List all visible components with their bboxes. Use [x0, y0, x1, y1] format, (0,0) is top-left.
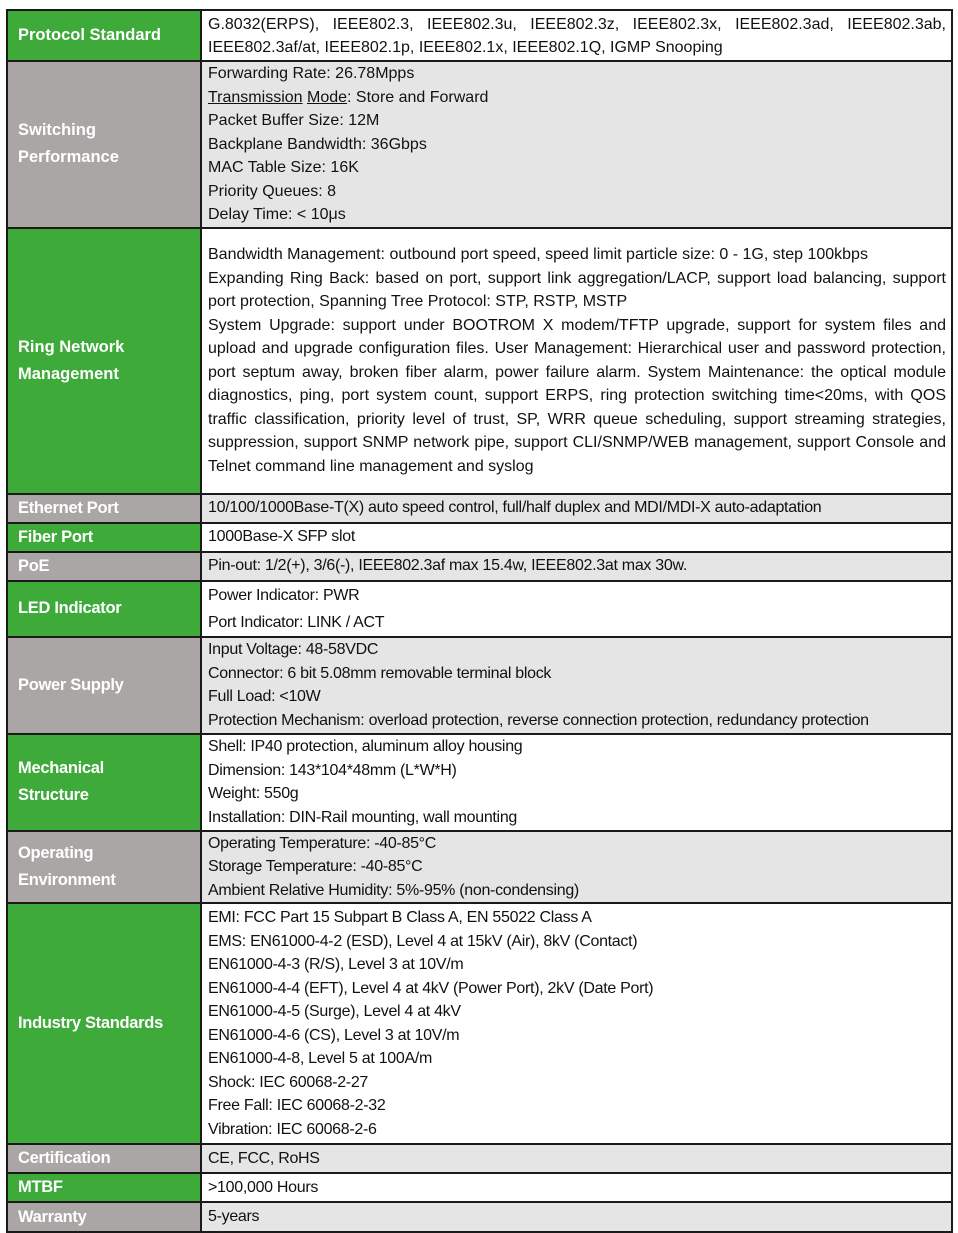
spec-row-fiber-port	[7, 523, 952, 552]
value-en61000-4-5: EN61000-4-5 (Surge), Level 4 at 4kV	[208, 1003, 461, 1020]
row-label	[7, 494, 201, 523]
row-label	[7, 552, 201, 581]
value-protocol-standard: G.8032(ERPS), IEEE802.3, IEEE802.3u, IEEE802.3z, IEEE802.3x, IEEE802.3ad, IEEE802.3ab, IEEE802.3af/at, IEEE802.1p, IEEE802.1x, IEEE802.1Q, IGMP Snooping	[208, 15, 946, 56]
label-warranty: Warranty	[18, 1207, 87, 1226]
label-performance: Performance	[18, 148, 119, 167]
row-value	[201, 903, 952, 1144]
value-en61000-4-3: EN61000-4-3 (R/S), Level 3 at 10V/m	[208, 956, 464, 973]
row-label	[7, 10, 201, 61]
row-label	[7, 581, 201, 637]
value-delay-time: Delay Time: < 10μs	[208, 206, 346, 223]
value-expanding-ring-back: Expanding Ring Back: based on port, support link aggregation/LACP, support load balancing, support port protection, Spanning Tree Protocol: STP, RSTP, MSTP	[208, 269, 946, 310]
spec-row-mtbf	[7, 1173, 952, 1202]
value-input-voltage: Input Voltage: 48-58VDC	[208, 641, 379, 658]
spec-row-ethernet-port	[7, 494, 952, 523]
value-fiber-port: 1000Base-X SFP slot	[208, 528, 355, 546]
value-system-upgrade: System Upgrade: support under BOOTROM X modem/TFTP upgrade, support for system files and upload and upgrade configuration files. User Management: Hierarchical user and password protection, port septum away, broken fiber alarm, power failure alarm. System Maintenance: the optical module diagnostics, ping, port system count, support ERPS, ring protection switching time<20ms, with QOS traffic classification, priority level of trust, SP, WRR queue scheduling, support streaming strategies, suppression, support SNMP network pipe, support CLI/SNMP/WEB management, support Console and Telnet command line management and syslog	[208, 316, 946, 475]
value-storage-temperature: Storage Temperature: -40-85°C	[208, 858, 423, 875]
value-backplane-bandwidth: Backplane Bandwidth: 36Gbps	[208, 135, 427, 153]
spec-row-warranty	[7, 1202, 952, 1232]
value-shell: Shell: IP40 protection, aluminum alloy housing	[208, 738, 523, 755]
value-full-load: Full Load: <10W	[208, 688, 321, 705]
value-port-indicator: Port Indicator: LINK / ACT	[208, 613, 385, 631]
row-value	[201, 494, 952, 523]
value-dimension: Dimension: 143*104*48mm (L*W*H)	[208, 761, 457, 779]
value-free-fall: Free Fall: IEC 60068-2-32	[208, 1097, 386, 1114]
value-transmission-mode	[208, 86, 946, 110]
row-value	[201, 1202, 952, 1232]
label-fiber-port: Fiber Port	[18, 527, 93, 546]
value-humidity: Ambient Relative Humidity: 5%-95% (non-condensing)	[208, 881, 579, 899]
label-ring-network: Ring Network	[18, 337, 125, 356]
row-label	[7, 1202, 201, 1232]
row-value	[201, 228, 952, 494]
row-label	[7, 1173, 201, 1202]
value-forwarding-rate: Forwarding Rate: 26.78Mpps	[208, 65, 415, 82]
value-vibration: Vibration: IEC 60068-2-6	[208, 1120, 377, 1138]
value-poe: Pin-out: 1/2(+), 3/6(-), IEEE802.3af max 15.4w, IEEE802.3at max 30w.	[208, 557, 687, 575]
row-label	[7, 523, 201, 552]
value-ethernet-port: 10/100/1000Base-T(X) auto speed control, full/half duplex and MDI/MDI-X auto-adaptation	[208, 499, 822, 517]
transmission-word: Transmission	[208, 88, 303, 106]
spec-row-industry-standards	[7, 903, 952, 1144]
spec-row-power-supply	[7, 637, 952, 734]
transmission-mode-value: : Store and Forward	[347, 88, 489, 106]
row-value	[201, 1144, 952, 1173]
label-certification: Certification	[18, 1149, 111, 1167]
spec-row-switching-performance	[7, 61, 952, 228]
spec-row-certification	[7, 1144, 952, 1173]
value-en61000-4-8: EN61000-4-8, Level 5 at 100A/m	[208, 1050, 433, 1067]
label-mtbf: MTBF	[18, 1178, 63, 1196]
label-poe: PoE	[18, 556, 50, 575]
row-value	[201, 831, 952, 904]
spec-table	[6, 9, 953, 1233]
label-switching: Switching	[18, 121, 96, 140]
value-priority-queues: Priority Queues: 8	[208, 182, 337, 200]
spec-row-led-indicator	[7, 581, 952, 637]
value-power-indicator: Power Indicator: PWR	[208, 586, 360, 604]
row-value	[201, 637, 952, 734]
value-shock: Shock: IEC 60068-2-27	[208, 1073, 369, 1091]
row-value	[201, 1173, 952, 1202]
row-value	[201, 10, 952, 61]
value-bandwidth-management: Bandwidth Management: outbound port speed, speed limit particle size: 0 - 1G, step 100kbps	[208, 246, 868, 263]
value-ems: EMS: EN61000-4-2 (ESD), Level 4 at 15kV (Air), 8kV (Contact)	[208, 932, 638, 950]
label-environment: Environment	[18, 870, 116, 889]
label-ethernet-port: Ethernet Port	[18, 498, 119, 517]
label-led-indicator: LED Indicator	[18, 599, 122, 617]
spec-row-protocol-standard	[7, 10, 952, 61]
row-label	[7, 903, 201, 1144]
row-value	[201, 523, 952, 552]
value-weight: Weight: 550g	[208, 785, 299, 802]
value-en61000-4-4: EN61000-4-4 (EFT), Level 4 at 4kV (Power Port), 2kV (Date Port)	[208, 979, 654, 997]
value-warranty: 5-years	[208, 1208, 260, 1226]
row-label	[7, 831, 201, 904]
label-structure: Structure	[18, 786, 89, 804]
row-label	[7, 1144, 201, 1173]
value-certification: CE, FCC, RoHS	[208, 1149, 320, 1167]
label-protocol-standard: Protocol Standard	[18, 26, 162, 44]
label-power-supply: Power Supply	[18, 675, 124, 694]
label-operating: Operating	[18, 843, 94, 862]
row-value	[201, 552, 952, 581]
row-label	[7, 228, 201, 494]
spec-row-ring-network-management	[7, 228, 952, 494]
label-management: Management	[18, 364, 119, 383]
label-industry-standards: Industry Standards	[18, 1014, 163, 1032]
value-packet-buffer: Packet Buffer Size: 12M	[208, 112, 380, 129]
spec-row-operating-environment	[7, 831, 952, 904]
value-mac-table: MAC Table Size: 16K	[208, 159, 359, 176]
value-installation: Installation: DIN-Rail mounting, wall mounting	[208, 808, 518, 826]
row-label	[7, 637, 201, 734]
row-value	[201, 61, 952, 228]
spec-row-mechanical-structure	[7, 734, 952, 831]
value-en61000-4-6: EN61000-4-6 (CS), Level 3 at 10V/m	[208, 1026, 460, 1044]
value-protection-mechanism: Protection Mechanism: overload protection, reverse connection protection, redundancy protection	[208, 711, 869, 729]
value-emi: EMI: FCC Part 15 Subpart B Class A, EN 55022 Class A	[208, 909, 592, 926]
label-mechanical: Mechanical	[18, 759, 104, 777]
row-label	[7, 61, 201, 228]
row-label	[7, 734, 201, 831]
value-connector: Connector: 6 bit 5.08mm removable terminal block	[208, 664, 552, 682]
value-operating-temperature: Operating Temperature: -40-85°C	[208, 834, 437, 852]
value-mtbf: >100,000 Hours	[208, 1178, 319, 1196]
row-value	[201, 734, 952, 831]
row-value	[201, 581, 952, 637]
mode-word: Mode	[307, 88, 348, 106]
spec-row-poe	[7, 552, 952, 581]
